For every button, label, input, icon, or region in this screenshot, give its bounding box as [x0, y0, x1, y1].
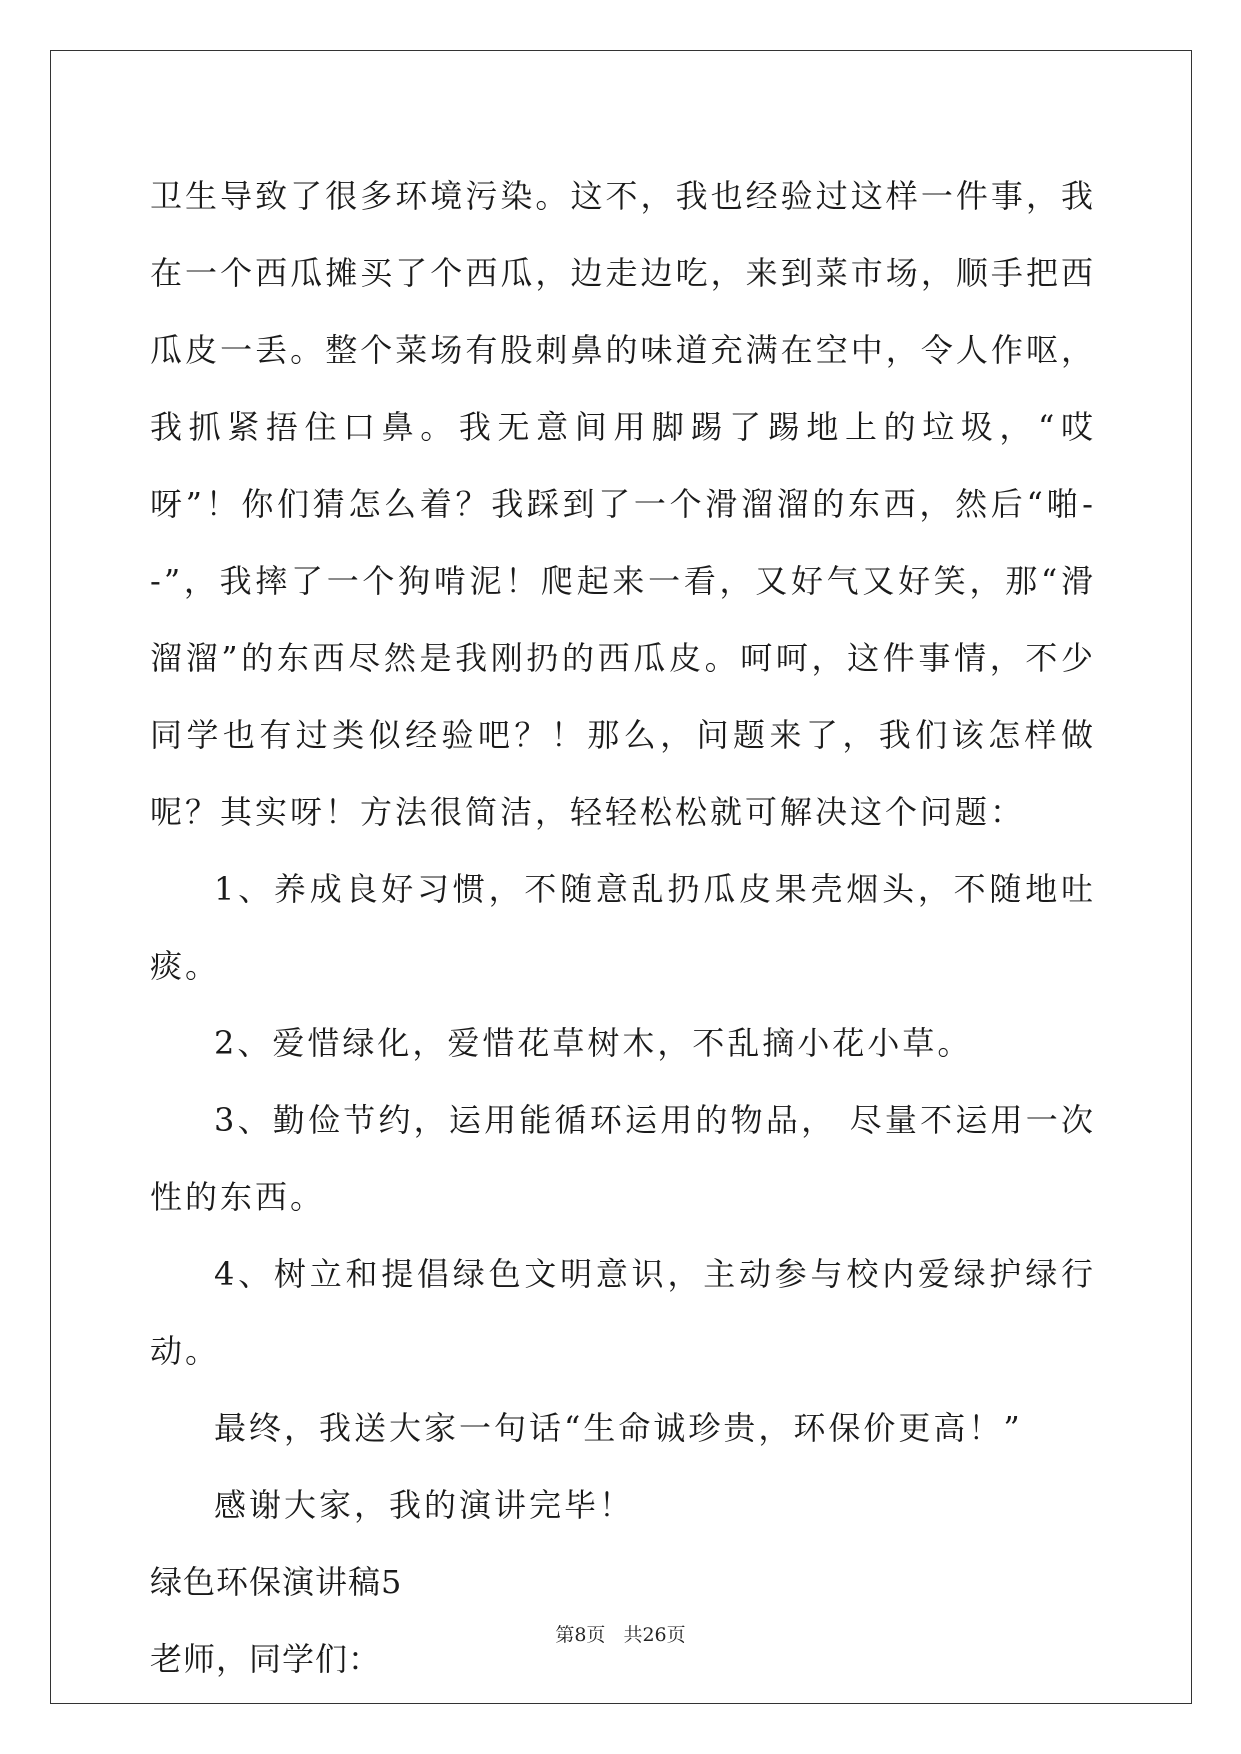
- document-body: [150, 158, 1096, 1698]
- page-number: 第8页: [555, 1624, 606, 1646]
- list-item-1: 1、养成良好习惯，不随意乱扔瓜皮果壳烟头，不随地吐痰。: [150, 870, 1096, 985]
- page-total: 共26页: [623, 1624, 686, 1646]
- list-item-2: 2、爱惜绿化，爱惜花草树木，不乱摘小花小草。: [214, 1024, 973, 1062]
- page-footer: [0, 1620, 1241, 1647]
- closing-thanks: 感谢大家，我的演讲完毕！: [214, 1486, 635, 1524]
- body-paragraph-1: 卫生导致了很多环境污染。这不，我也经验过这样一件事，我在一个西瓜摊买了个西瓜，边走边吃，来到菜市场，顺手把西瓜皮一丢。整个菜场有股刺鼻的味道充满在空中，令人作呕，我抓紧捂住口鼻。我无意间用脚踢了踢地上的垃圾，“哎呀”！你们猜怎么着？我踩到了一个滑溜溜的东西，然后“啪--”，我摔了一个狗啃泥！爬起来一看，又好气又好笑，那“滑溜溜”的东西尽然是我刚扔的西瓜皮。呵呵，这件事情，不少同学也有过类似经验吧？！那么，问题来了，我们该怎样做呢？其实呀！方法很简洁，轻轻松松就可解决这个问题：: [150, 177, 1096, 831]
- closing-quote: 最终，我送大家一句话“生命诚珍贵，环保价更高！”: [214, 1409, 1023, 1447]
- list-item-4: 4、树立和提倡绿色文明意识，主动参与校内爱绿护绿行动。: [150, 1255, 1096, 1370]
- salutation: 老师，同学们：: [150, 1640, 382, 1678]
- list-item-3: 3、勤俭节约，运用能循环运用的物品， 尽量不运用一次性的东西。: [150, 1101, 1096, 1216]
- section-heading: 绿色环保演讲稿5: [150, 1563, 403, 1601]
